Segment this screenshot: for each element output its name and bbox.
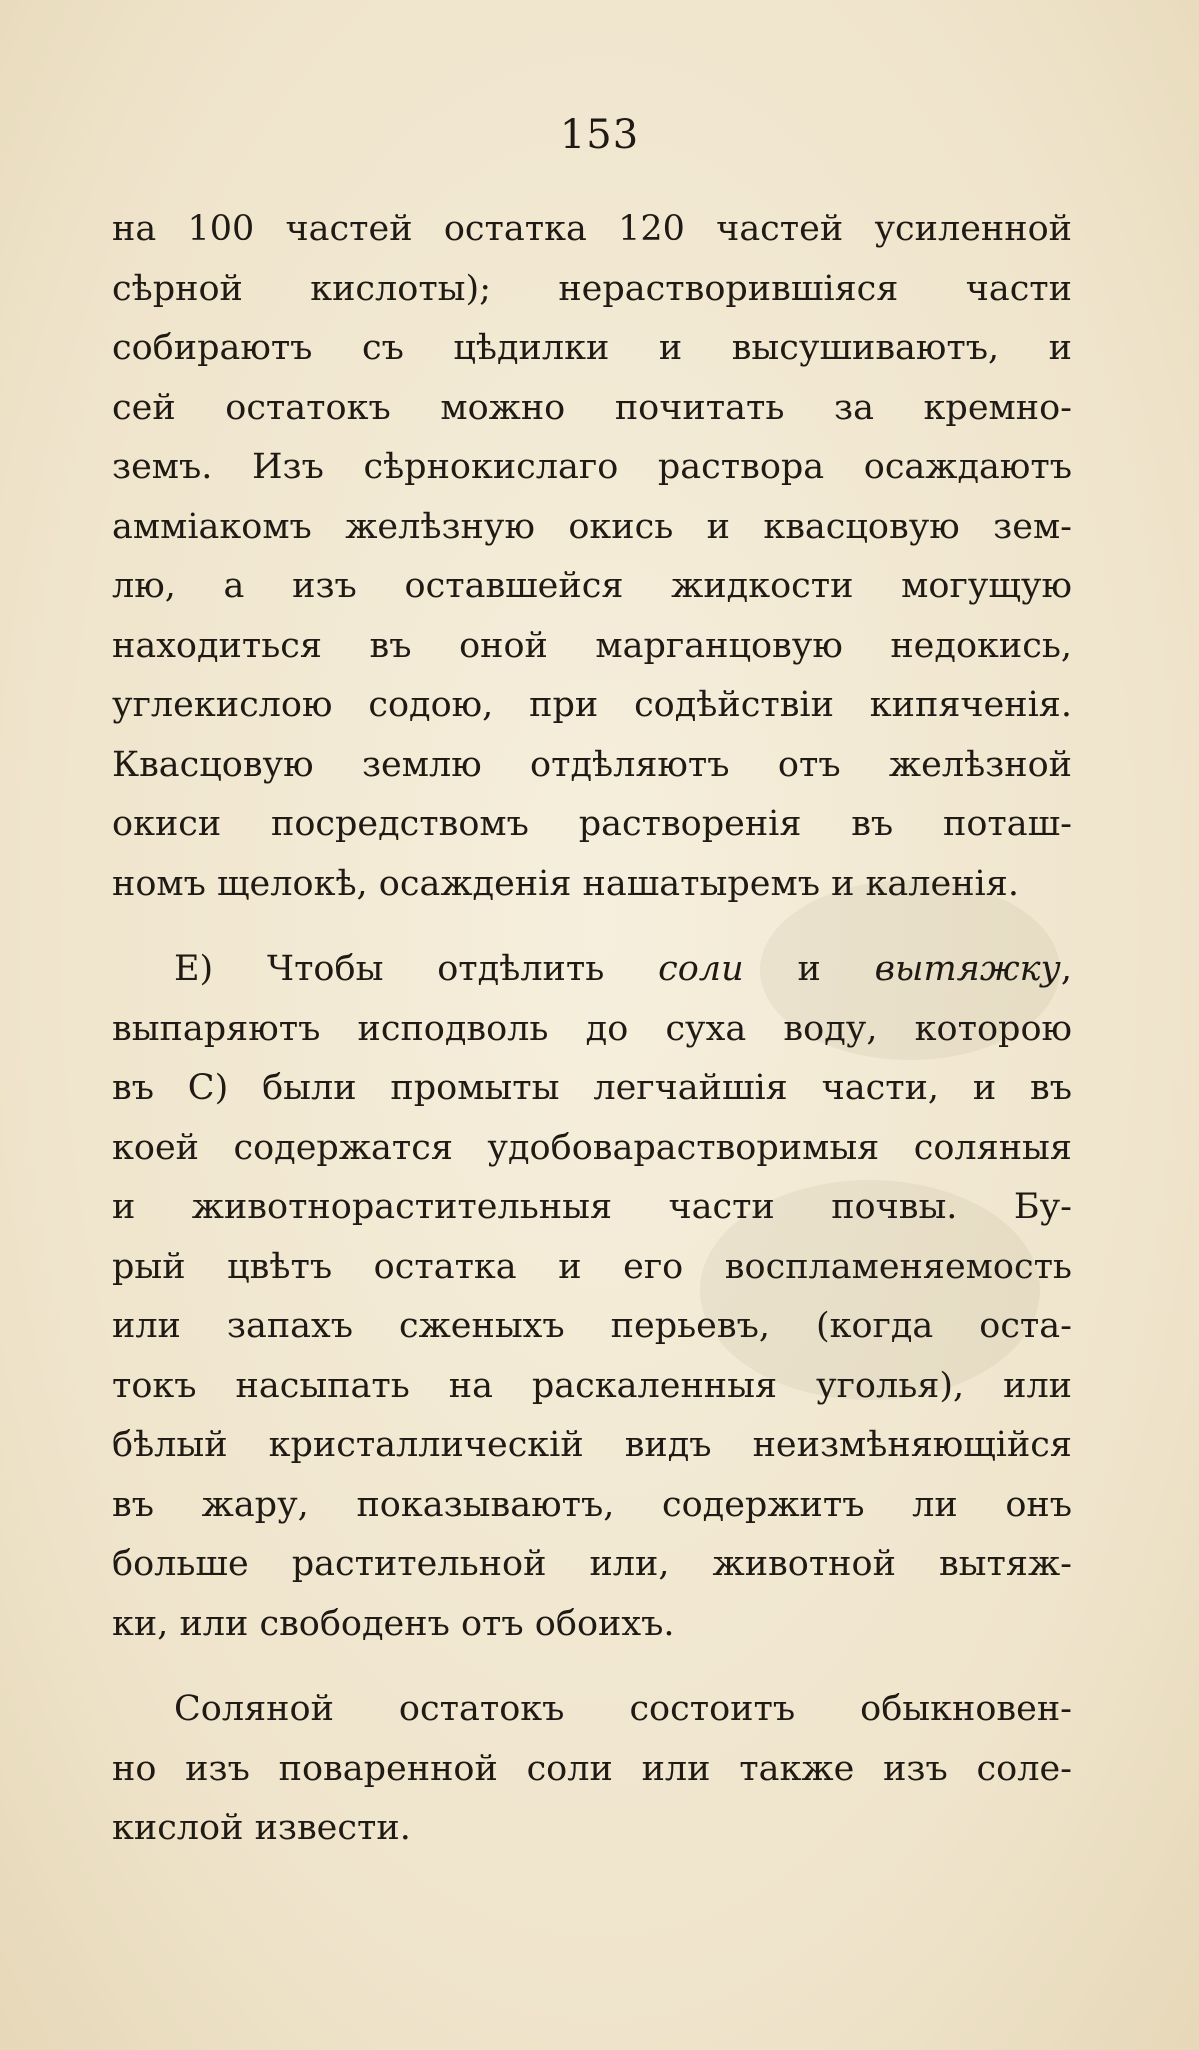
text-line: коей содержатся удобоварастворимыя соляныя: [112, 1127, 1072, 1168]
text-line: Соляной остатокъ состоитъ обыкновен-: [174, 1689, 1072, 1729]
italic-term-vytyazhku: вытяжку: [874, 949, 1061, 989]
text-line: собираютъ съ цѣдилки и высушиваютъ, и: [112, 328, 1072, 368]
paragraph-1: [112, 200, 1072, 914]
text-line: выпаряютъ исподволь до суха воду, которою: [112, 1008, 1072, 1049]
paragraph-3: [112, 1680, 1072, 1859]
text-line: лю, а изъ оставшейся жидкости могущую: [112, 566, 1072, 606]
text-line: земъ. Изъ сѣрнокислаго раствора осаждаютъ: [112, 447, 1072, 487]
text-line: токъ насыпать на раскаленныя уголья), или: [112, 1365, 1072, 1406]
text-line: въ C) были промыты легчайшія части, и въ: [112, 1068, 1072, 1108]
text-line-first: [112, 940, 1072, 1000]
text-line: сей остатокъ можно почитать за кремно-: [112, 387, 1072, 428]
text-line: окиси посредствомъ растворенія въ поташ-: [112, 804, 1072, 844]
text-line: въ жару, показываютъ, содержитъ ли онъ: [112, 1484, 1072, 1525]
text-run: и: [797, 949, 821, 989]
text-line: больше растительной или, животной вытяж-: [112, 1544, 1072, 1584]
text-line: Квасцовую землю отдѣляютъ отъ желѣзной: [112, 744, 1072, 785]
text-line: рый цвѣтъ остатка и его воспламеняемость: [112, 1246, 1072, 1287]
text-line: номъ щелокѣ, осажденія нашатыремъ и каленія.: [112, 863, 1019, 904]
text-line: находиться въ оной марганцовую недокись,: [112, 625, 1072, 666]
paragraph-2: [112, 940, 1072, 1654]
page-number: 153: [559, 112, 640, 158]
text-line: и животнорастительныя части почвы. Бу-: [112, 1187, 1072, 1227]
text-line: сѣрной кислоты); нерастворившіяся части: [112, 268, 1072, 309]
text-line: углекислою содою, при содѣйствіи кипяченія.: [112, 685, 1072, 725]
text-run: ,: [1060, 949, 1072, 989]
text-line: ки, или свободенъ отъ обоихъ.: [112, 1603, 675, 1644]
text-line: но изъ поваренной соли или также изъ соле-: [112, 1748, 1072, 1789]
italic-term-soli: соли: [658, 949, 744, 989]
text-line: или запахъ сженыхъ перьевъ, (когда оста-: [112, 1306, 1072, 1346]
text-run: E) Чтобы отдѣлить: [174, 949, 605, 989]
text-line: на 100 частей остатка 120 частей усиленной: [112, 209, 1072, 249]
text-line: бѣлый кристаллическій видъ неизмѣняющійся: [112, 1425, 1072, 1465]
text-line: амміакомъ желѣзную окись и квасцовую зем-: [112, 506, 1072, 547]
paragraph-gap: [112, 914, 1072, 940]
text-line: кислой извести.: [112, 1808, 411, 1848]
body-text: [112, 200, 1072, 1859]
paragraph-gap: [112, 1654, 1072, 1680]
